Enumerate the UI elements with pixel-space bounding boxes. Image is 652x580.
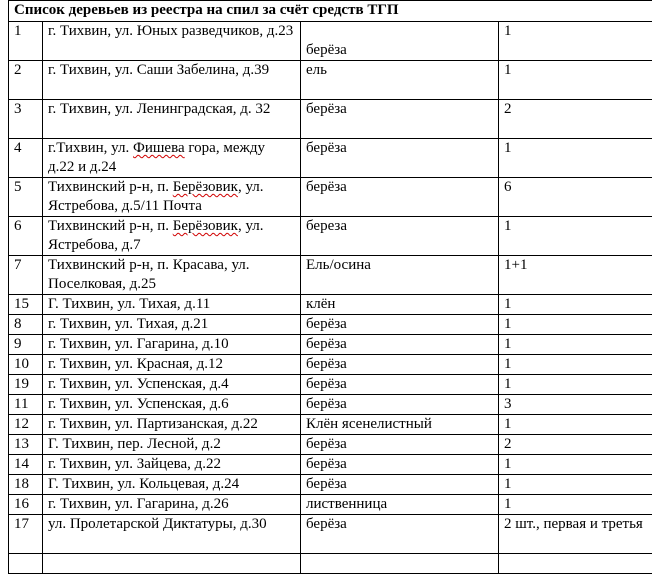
row-tree-type: береза <box>301 217 499 256</box>
table-row <box>9 315 652 335</box>
spellcheck-flagged-word: Берёзовик <box>172 179 238 195</box>
tree-removal-table <box>8 0 652 574</box>
table-row <box>9 217 652 256</box>
row-tree-type: берёза <box>301 315 499 335</box>
row-tree-type: лиственница <box>301 495 499 515</box>
table-row <box>9 100 652 139</box>
row-quantity: 1+1 <box>499 256 652 295</box>
row-quantity: 1 <box>499 375 652 395</box>
row-quantity: 3 <box>499 395 652 415</box>
row-number: 14 <box>9 455 43 475</box>
row-quantity: 1 <box>499 495 652 515</box>
row-number: 11 <box>9 395 43 415</box>
row-number: 3 <box>9 100 43 139</box>
table-row <box>9 415 652 435</box>
row-address: ул. Пролетарской Диктатуры, д.30 <box>43 515 301 554</box>
row-number: 16 <box>9 495 43 515</box>
table-row <box>9 178 652 217</box>
row-number: 17 <box>9 515 43 554</box>
row-tree-type: клён <box>301 295 499 315</box>
table-row <box>9 355 652 375</box>
row-quantity: 2 шт., первая и третья <box>499 515 652 554</box>
spellcheck-flagged-word: Фишева <box>133 140 185 156</box>
row-tree-type: берёза <box>301 395 499 415</box>
address-part: Тихвинский р-н, п. <box>48 179 173 195</box>
row-quantity: 1 <box>499 315 652 335</box>
table-row <box>9 61 652 100</box>
row-tree-type: берёза <box>301 375 499 395</box>
row-address: г. Тихвин, ул. Юных разведчиков, д.23 <box>43 22 301 61</box>
row-address <box>43 217 301 256</box>
row-number: 8 <box>9 315 43 335</box>
row-tree-type: берёза <box>301 335 499 355</box>
row-quantity: 1 <box>499 335 652 355</box>
row-number: 9 <box>9 335 43 355</box>
row-tree-type: берёза <box>301 22 499 61</box>
address-part: гора, между д.22 и д.24 <box>48 140 265 175</box>
row-tree-type: берёза <box>301 455 499 475</box>
table-row <box>9 435 652 455</box>
table-row <box>9 22 652 61</box>
row-tree-type: берёза <box>301 355 499 375</box>
row-tree-type: ель <box>301 61 499 100</box>
row-quantity: 1 <box>499 217 652 256</box>
row-tree-type: берёза <box>301 100 499 139</box>
empty-cell <box>301 554 499 574</box>
table-row <box>9 256 652 295</box>
row-number: 19 <box>9 375 43 395</box>
row-quantity: 6 <box>499 178 652 217</box>
row-address: Тихвинский р-н, п. Красава, ул. Поселковая, д.25 <box>43 256 301 295</box>
row-address: г. Тихвин, ул. Гагарина, д.10 <box>43 335 301 355</box>
row-number: 2 <box>9 61 43 100</box>
row-number: 4 <box>9 139 43 178</box>
row-tree-type: берёза <box>301 435 499 455</box>
row-quantity: 1 <box>499 139 652 178</box>
row-address: г. Тихвин, ул. Гагарина, д.26 <box>43 495 301 515</box>
table-row <box>9 335 652 355</box>
row-number: 6 <box>9 217 43 256</box>
row-address: г. Тихвин, ул. Саши Забелина, д.39 <box>43 61 301 100</box>
row-number: 13 <box>9 435 43 455</box>
row-tree-type: берёза <box>301 139 499 178</box>
table-row <box>9 375 652 395</box>
row-quantity: 1 <box>499 295 652 315</box>
row-number: 15 <box>9 295 43 315</box>
spellcheck-flagged-word: Берёзовик <box>172 218 238 234</box>
table-row <box>9 295 652 315</box>
address-part: , ул. Ястребова, д.5/11 Почта <box>48 179 264 214</box>
row-quantity: 1 <box>499 475 652 495</box>
row-address: г. Тихвин, ул. Тихая, д.21 <box>43 315 301 335</box>
row-tree-type: берёза <box>301 475 499 495</box>
row-number: 5 <box>9 178 43 217</box>
row-address: г. Тихвин, ул. Зайцева, д.22 <box>43 455 301 475</box>
row-address: Г. Тихвин, пер. Лесной, д.2 <box>43 435 301 455</box>
row-address: г. Тихвин, ул. Успенская, д.4 <box>43 375 301 395</box>
row-address <box>43 178 301 217</box>
row-address: г. Тихвин, ул. Красная, д.12 <box>43 355 301 375</box>
row-quantity: 1 <box>499 355 652 375</box>
row-number: 10 <box>9 355 43 375</box>
empty-cell <box>499 554 652 574</box>
row-number: 12 <box>9 415 43 435</box>
table-row <box>9 455 652 475</box>
table-row <box>9 139 652 178</box>
row-number: 7 <box>9 256 43 295</box>
row-quantity: 1 <box>499 22 652 61</box>
table-row <box>9 395 652 415</box>
table-title: Список деревьев из реестра на спил за счёт средств ТГП <box>9 1 652 22</box>
row-address: Г. Тихвин, ул. Кольцевая, д.24 <box>43 475 301 495</box>
row-number: 1 <box>9 22 43 61</box>
table-title-row <box>9 1 652 22</box>
row-number: 18 <box>9 475 43 495</box>
row-tree-type: Ель/осина <box>301 256 499 295</box>
table-row-empty <box>9 554 652 574</box>
row-quantity: 1 <box>499 61 652 100</box>
row-tree-type: берёза <box>301 178 499 217</box>
row-address: г. Тихвин, ул. Ленинградская, д. 32 <box>43 100 301 139</box>
address-part: , ул. Ястребова, д.7 <box>48 218 264 253</box>
row-quantity: 2 <box>499 100 652 139</box>
row-address: Г. Тихвин, ул. Тихая, д.11 <box>43 295 301 315</box>
row-address: г. Тихвин, ул. Успенская, д.6 <box>43 395 301 415</box>
empty-cell <box>9 554 43 574</box>
row-quantity: 1 <box>499 455 652 475</box>
row-tree-type: Клён ясенелистный <box>301 415 499 435</box>
table-row <box>9 475 652 495</box>
address-part: г.Тихвин, ул. <box>48 140 133 156</box>
row-quantity: 1 <box>499 415 652 435</box>
row-address: г. Тихвин, ул. Партизанская, д.22 <box>43 415 301 435</box>
row-address <box>43 139 301 178</box>
table-row <box>9 515 652 554</box>
address-part: Тихвинский р-н, п. <box>48 218 173 234</box>
row-quantity: 2 <box>499 435 652 455</box>
row-tree-type: берёза <box>301 515 499 554</box>
table-row <box>9 495 652 515</box>
empty-cell <box>43 554 301 574</box>
